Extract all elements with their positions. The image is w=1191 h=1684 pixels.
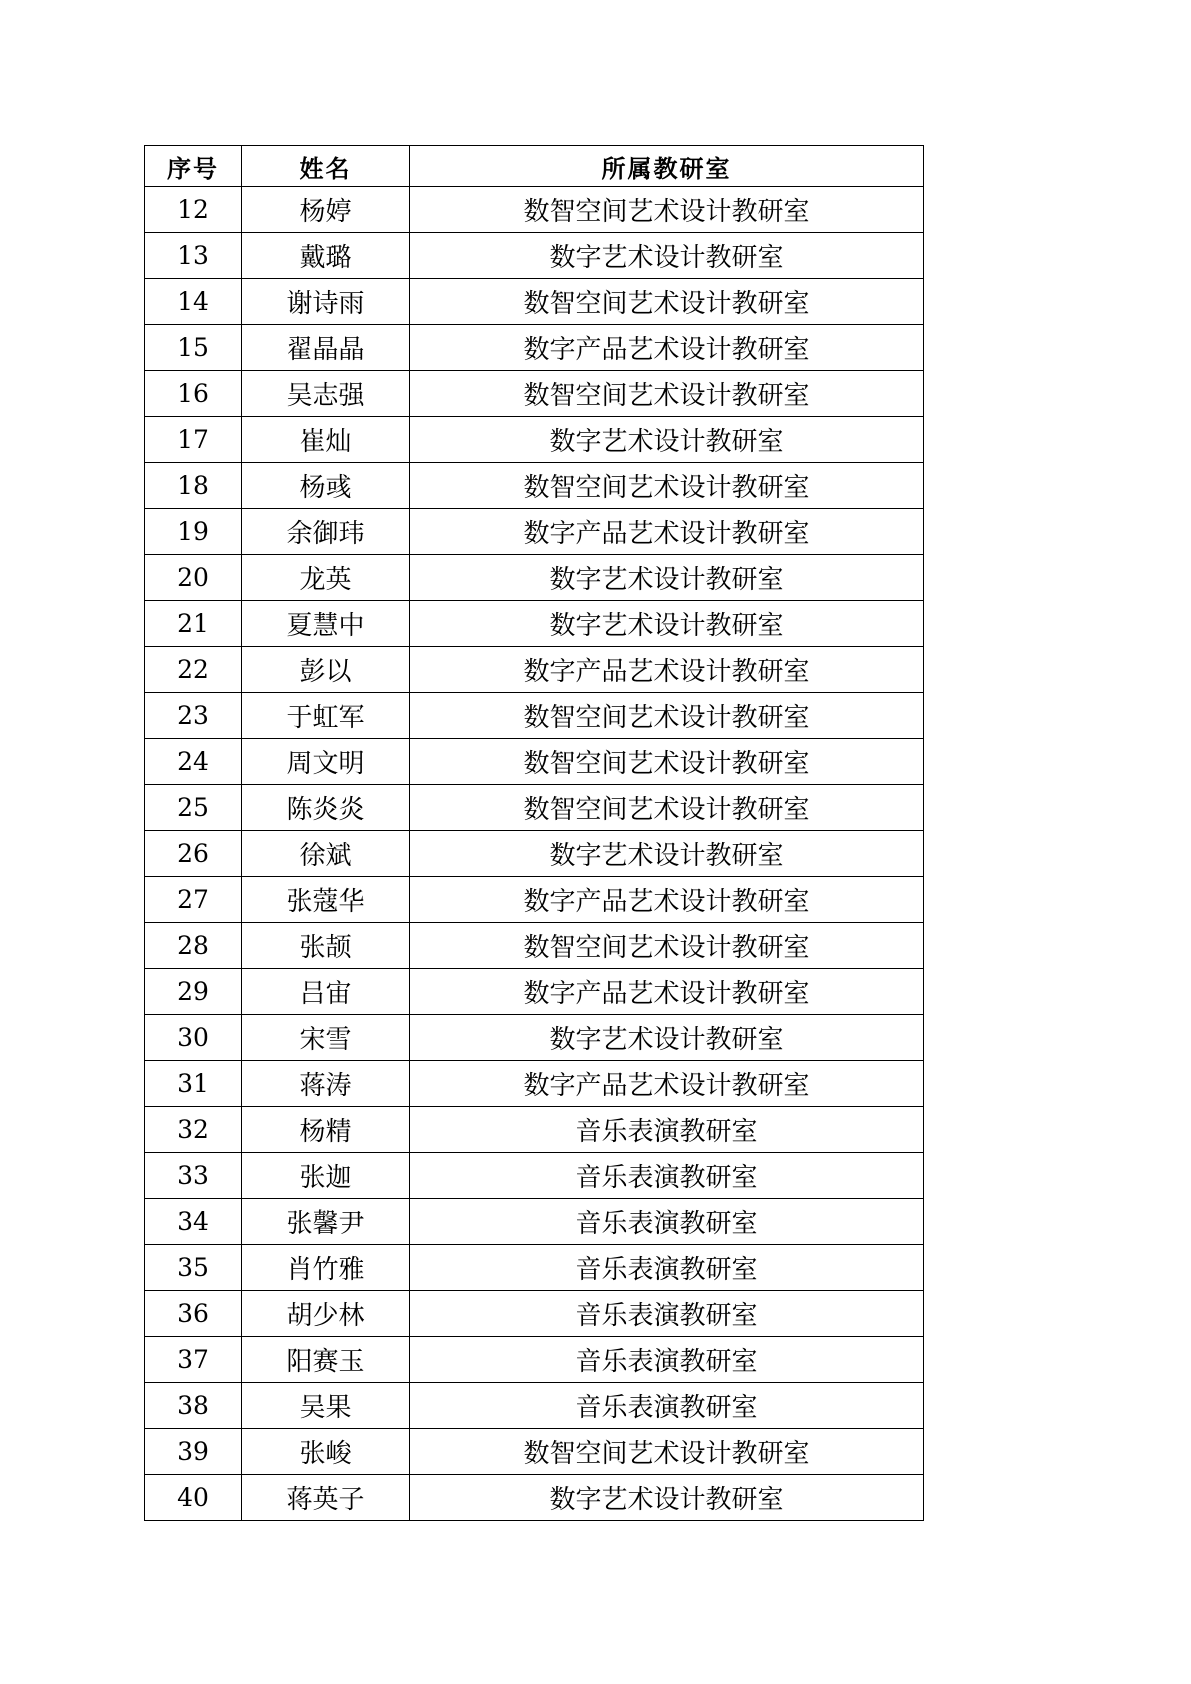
cell-department: 数字产品艺术设计教研室 xyxy=(410,325,924,371)
cell-serial-number: 24 xyxy=(145,739,242,785)
table-row xyxy=(145,1337,924,1383)
cell-serial-number: 35 xyxy=(145,1245,242,1291)
table-row xyxy=(145,785,924,831)
cell-serial-number: 15 xyxy=(145,325,242,371)
staff-table xyxy=(144,145,924,1521)
cell-serial-number: 26 xyxy=(145,831,242,877)
cell-name: 张蔻华 xyxy=(242,877,410,923)
table-row xyxy=(145,1199,924,1245)
cell-department: 数字产品艺术设计教研室 xyxy=(410,969,924,1015)
cell-name: 张迦 xyxy=(242,1153,410,1199)
table-row xyxy=(145,1291,924,1337)
cell-serial-number: 16 xyxy=(145,371,242,417)
cell-name: 肖竹雅 xyxy=(242,1245,410,1291)
cell-serial-number: 21 xyxy=(145,601,242,647)
table-row xyxy=(145,647,924,693)
cell-department: 数智空间艺术设计教研室 xyxy=(410,463,924,509)
table-row xyxy=(145,1245,924,1291)
table-row xyxy=(145,1061,924,1107)
cell-name: 陈炎炎 xyxy=(242,785,410,831)
cell-serial-number: 33 xyxy=(145,1153,242,1199)
cell-department: 音乐表演教研室 xyxy=(410,1199,924,1245)
cell-serial-number: 25 xyxy=(145,785,242,831)
cell-name: 杨彧 xyxy=(242,463,410,509)
cell-name: 戴璐 xyxy=(242,233,410,279)
cell-serial-number: 23 xyxy=(145,693,242,739)
table-row xyxy=(145,693,924,739)
cell-name: 谢诗雨 xyxy=(242,279,410,325)
table-row xyxy=(145,877,924,923)
cell-department: 音乐表演教研室 xyxy=(410,1245,924,1291)
cell-department: 数字艺术设计教研室 xyxy=(410,831,924,877)
cell-serial-number: 30 xyxy=(145,1015,242,1061)
header-serial-number: 序号 xyxy=(145,146,242,187)
cell-department: 数智空间艺术设计教研室 xyxy=(410,739,924,785)
table-row xyxy=(145,831,924,877)
cell-serial-number: 19 xyxy=(145,509,242,555)
cell-department: 数智空间艺术设计教研室 xyxy=(410,279,924,325)
table-row xyxy=(145,1429,924,1475)
cell-serial-number: 20 xyxy=(145,555,242,601)
cell-department: 数字艺术设计教研室 xyxy=(410,1015,924,1061)
table-row xyxy=(145,969,924,1015)
cell-department: 数字艺术设计教研室 xyxy=(410,417,924,463)
cell-serial-number: 28 xyxy=(145,923,242,969)
table-row xyxy=(145,923,924,969)
cell-name: 蒋涛 xyxy=(242,1061,410,1107)
cell-department: 音乐表演教研室 xyxy=(410,1383,924,1429)
table-row xyxy=(145,1153,924,1199)
cell-serial-number: 27 xyxy=(145,877,242,923)
cell-serial-number: 18 xyxy=(145,463,242,509)
cell-name: 蒋英子 xyxy=(242,1475,410,1521)
table-row xyxy=(145,187,924,233)
cell-department: 数字艺术设计教研室 xyxy=(410,233,924,279)
cell-serial-number: 40 xyxy=(145,1475,242,1521)
cell-name: 崔灿 xyxy=(242,417,410,463)
table-row xyxy=(145,1383,924,1429)
cell-name: 于虹军 xyxy=(242,693,410,739)
cell-name: 张颉 xyxy=(242,923,410,969)
cell-name: 张峻 xyxy=(242,1429,410,1475)
cell-serial-number: 38 xyxy=(145,1383,242,1429)
cell-serial-number: 13 xyxy=(145,233,242,279)
cell-department: 数智空间艺术设计教研室 xyxy=(410,693,924,739)
cell-department: 数字产品艺术设计教研室 xyxy=(410,509,924,555)
table-row xyxy=(145,555,924,601)
table-row xyxy=(145,601,924,647)
cell-department: 数智空间艺术设计教研室 xyxy=(410,923,924,969)
cell-department: 音乐表演教研室 xyxy=(410,1107,924,1153)
cell-serial-number: 34 xyxy=(145,1199,242,1245)
cell-department: 音乐表演教研室 xyxy=(410,1337,924,1383)
cell-department: 音乐表演教研室 xyxy=(410,1153,924,1199)
table-row xyxy=(145,417,924,463)
cell-department: 数字艺术设计教研室 xyxy=(410,601,924,647)
cell-serial-number: 29 xyxy=(145,969,242,1015)
table-row xyxy=(145,279,924,325)
cell-serial-number: 22 xyxy=(145,647,242,693)
cell-department: 数智空间艺术设计教研室 xyxy=(410,1429,924,1475)
cell-department: 数智空间艺术设计教研室 xyxy=(410,785,924,831)
cell-name: 吕宙 xyxy=(242,969,410,1015)
cell-name: 杨婷 xyxy=(242,187,410,233)
table-row xyxy=(145,509,924,555)
cell-serial-number: 36 xyxy=(145,1291,242,1337)
table-row xyxy=(145,739,924,785)
table-row xyxy=(145,1107,924,1153)
table-row xyxy=(145,1015,924,1061)
header-name: 姓名 xyxy=(242,146,410,187)
table-header-row xyxy=(145,146,924,187)
cell-name: 徐斌 xyxy=(242,831,410,877)
cell-name: 吴果 xyxy=(242,1383,410,1429)
cell-serial-number: 39 xyxy=(145,1429,242,1475)
cell-name: 彭以 xyxy=(242,647,410,693)
cell-name: 阳赛玉 xyxy=(242,1337,410,1383)
table-row xyxy=(145,1475,924,1521)
cell-department: 数字产品艺术设计教研室 xyxy=(410,1061,924,1107)
cell-department: 数智空间艺术设计教研室 xyxy=(410,371,924,417)
table-row xyxy=(145,371,924,417)
cell-serial-number: 37 xyxy=(145,1337,242,1383)
cell-department: 数字艺术设计教研室 xyxy=(410,1475,924,1521)
table-body xyxy=(145,187,924,1521)
cell-name: 夏慧中 xyxy=(242,601,410,647)
cell-name: 翟晶晶 xyxy=(242,325,410,371)
cell-name: 龙英 xyxy=(242,555,410,601)
cell-department: 数字艺术设计教研室 xyxy=(410,555,924,601)
cell-department: 数智空间艺术设计教研室 xyxy=(410,187,924,233)
cell-name: 杨精 xyxy=(242,1107,410,1153)
cell-serial-number: 12 xyxy=(145,187,242,233)
cell-serial-number: 17 xyxy=(145,417,242,463)
cell-name: 宋雪 xyxy=(242,1015,410,1061)
cell-serial-number: 14 xyxy=(145,279,242,325)
table-row xyxy=(145,463,924,509)
cell-name: 周文明 xyxy=(242,739,410,785)
cell-department: 数字产品艺术设计教研室 xyxy=(410,877,924,923)
table-row xyxy=(145,325,924,371)
cell-serial-number: 32 xyxy=(145,1107,242,1153)
cell-name: 吴志强 xyxy=(242,371,410,417)
table-row xyxy=(145,233,924,279)
cell-serial-number: 31 xyxy=(145,1061,242,1107)
cell-name: 张馨尹 xyxy=(242,1199,410,1245)
cell-department: 数字产品艺术设计教研室 xyxy=(410,647,924,693)
cell-department: 音乐表演教研室 xyxy=(410,1291,924,1337)
cell-name: 余御玮 xyxy=(242,509,410,555)
header-department: 所属教研室 xyxy=(410,146,924,187)
cell-name: 胡少林 xyxy=(242,1291,410,1337)
